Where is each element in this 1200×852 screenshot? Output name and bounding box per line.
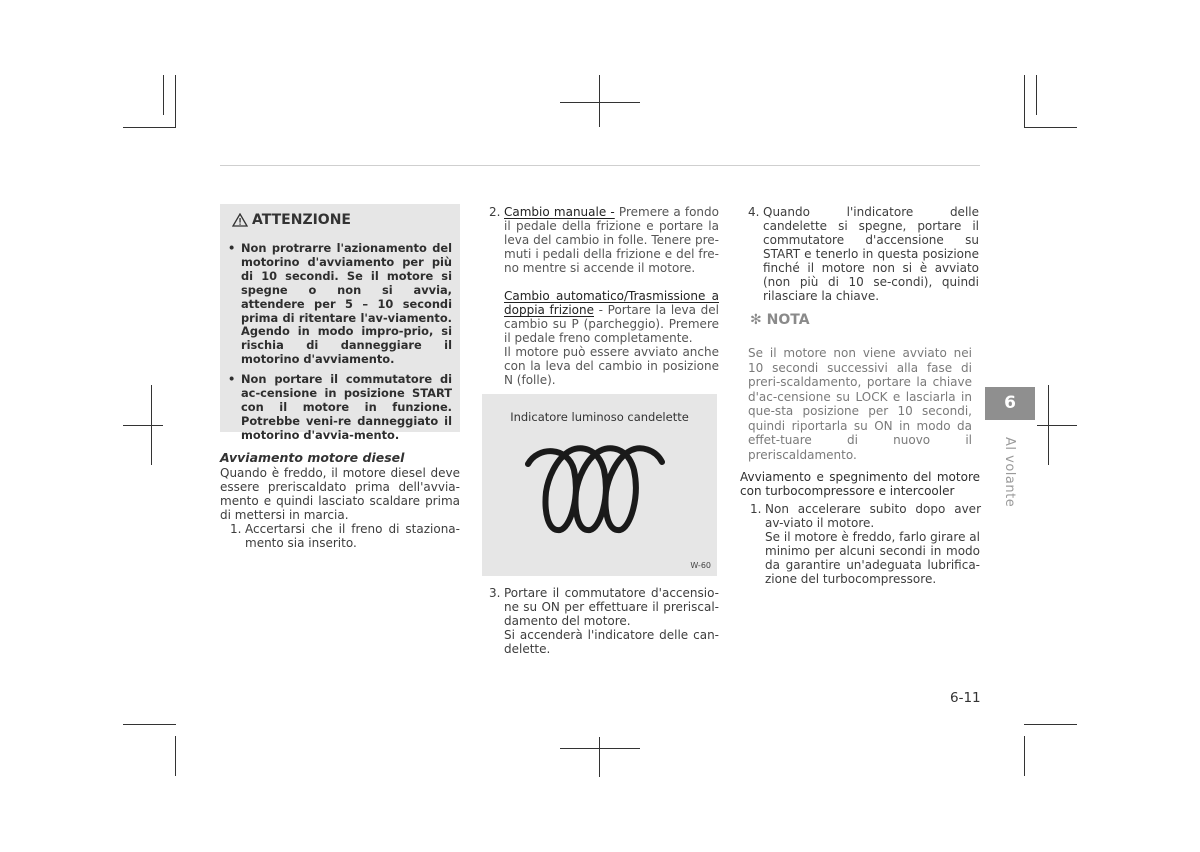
glow-plug-indicator-icon (482, 394, 717, 576)
warning-title-text: ATTENZIONE (252, 212, 351, 228)
warning-item: • Non protrarre l'azionamento del motorino d'avviamento per più di 10 secondi. Se il motore si spegne o non si avvia, attendere per 5 – 10 secondi prima di ritentare l'av-viamento. Agendo in modo impro-prio, si rischia di danneggiare il motorino d'avviamento. (228, 241, 452, 367)
warning-title (232, 212, 351, 228)
step-2: 2. Cambio manuale - Premere a fondo il pedale della frizione e portare la leva del cambio in folle. Tenere pre-muti i pedali della frizione e del fre-no mentre si accende il motore. (489, 205, 719, 275)
automatic-gearbox-text: Cambio automatico/Trasmissione a doppia frizione - Portare la leva del cambio su P (parcheggio). Premere il pedale freno completamente. (504, 289, 719, 345)
turbo-section-title: Avviamento e spegnimento del motore con turbocompressore e intercooler (740, 470, 980, 498)
glow-plug-figure (482, 394, 717, 576)
warning-list (228, 242, 452, 449)
automatic-gearbox-note: Il motore può essere avviato anche con la leva del cambio in posizione N (folle). (504, 345, 719, 387)
page-number: 6-11 (950, 690, 981, 706)
turbo-step-1-note: Se il motore è freddo, farlo girare al minimo per alcuni secondi in modo da garantire un'adeguata lubrifica-zione del turbocompressore. (765, 530, 980, 586)
manual-gearbox-label: Cambio manuale - (504, 205, 615, 219)
note-asterisk-icon: ✻ (750, 312, 762, 328)
chapter-tab: 6 (985, 387, 1035, 420)
chapter-title: Al volante (1002, 437, 1017, 508)
automatic-gearbox-label: Cambio automatico/Trasmissione a doppia frizione (504, 289, 719, 317)
step-3: 3. Portare il commutatore d'accensio-ne su ON per effettuare il preriscal-damento del motore. (489, 586, 719, 628)
note-title: ✻ NOTA (750, 312, 810, 328)
step-3-note: Si accenderà l'indicatore delle can-delette. (504, 628, 719, 656)
step-4: 4. Quando l'indicatore delle candelette si spegne, portare il commutatore d'accensione su START e tenerlo in questa posizione finché il motore non si è avviato (non più di 10 se-condi), quindi rilasciare la chiave. (748, 205, 979, 303)
figure-code: W-60 (690, 561, 711, 570)
turbo-step-1: 1. Non accelerare subito dopo aver av-viato il motore. (750, 502, 981, 530)
warning-item: • Non portare il commutatore di ac-censione in posizione START con il motore in funzione. Potrebbe veni-re danneggiato il motorino d'avvia-mento. (228, 372, 452, 442)
diesel-intro: Quando è freddo, il motore diesel deve essere preriscaldato prima dell'avvia-mento e quindi lasciato scaldare prima di mettersi in marcia. (220, 466, 460, 522)
header-rule (220, 165, 980, 166)
diesel-section-title: Avviamento motore diesel (220, 450, 405, 465)
figure-caption: Indicatore luminoso candelette (510, 410, 689, 424)
note-text: Se il motore non viene avviato nei 10 secondi successivi alla fase di preri-scaldamento, portare la chiave d'ac-censione su LOCK e lasciarla in que-sta posizione per 10 secondi, quindi riportarla su ON in modo da effet-tuare di nuovo il preriscaldamento. (748, 346, 972, 462)
warning-triangle-icon (232, 213, 248, 227)
diesel-step-1: 1. Accertarsi che il freno di staziona-mento sia inserito. (230, 522, 460, 550)
warning-box (220, 204, 460, 442)
